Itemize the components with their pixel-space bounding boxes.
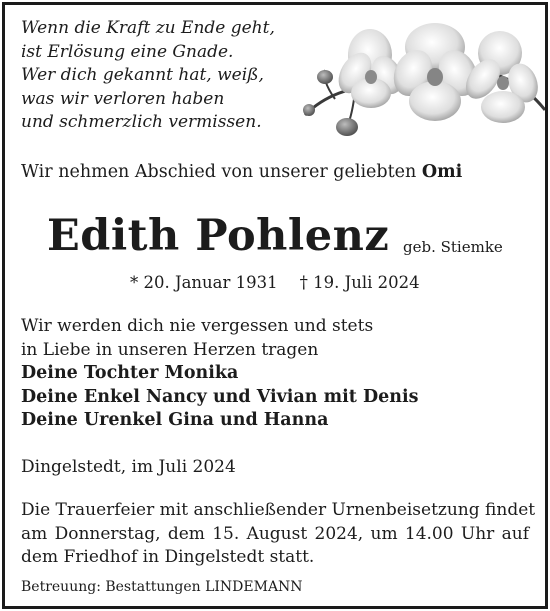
- funeral-line: dem Friedhof in Dingelstedt statt.: [21, 547, 315, 567]
- poem-line: Wer dich gekannt hat, weiß,: [21, 65, 264, 85]
- life-dates: [130, 273, 442, 292]
- mourning-line: in Liebe in unseren Herzen tragen: [21, 339, 319, 360]
- mourners-block: [21, 315, 418, 433]
- family-member-line: Deine Tochter Monika: [21, 363, 239, 383]
- funeral-line: Die Trauerfeier mit anschließender Urnenbeisetzung findet: [21, 500, 536, 520]
- mourning-line: Wir werden dich nie vergessen und stets: [21, 316, 374, 336]
- poem-line: und schmerzlich vermissen.: [21, 112, 262, 132]
- obituary-card: [2, 2, 548, 609]
- orchid-flower-icon: [295, 15, 545, 155]
- deceased-name: Edith Pohlenz: [47, 211, 390, 261]
- place-date: Dingelstedt, im Juli 2024: [21, 457, 236, 477]
- poem-line: ist Erlösung eine Gnade.: [21, 41, 234, 62]
- funeral-notice: [21, 499, 536, 570]
- family-member-line: Deine Urenkel Gina und Hanna: [21, 410, 329, 430]
- intro-line: [21, 162, 462, 182]
- family-member-line: Deine Enkel Nancy und Vivian mit Denis: [21, 386, 419, 407]
- intro-emphasis: Omi: [421, 162, 463, 182]
- poem: [21, 17, 275, 135]
- birth-date: * 20. Januar 1931: [130, 273, 278, 292]
- poem-line: Wenn die Kraft zu Ende geht,: [21, 18, 275, 38]
- poem-line: was wir verloren haben: [21, 88, 225, 109]
- funeral-line: am Donnerstag, dem 15. August 2024, um 14.00 Uhr auf: [21, 523, 529, 544]
- birth-name: geb. Stiemke: [403, 238, 503, 256]
- undertaker-credit: Betreuung: Bestattungen LINDEMANN: [21, 579, 303, 595]
- intro-text: Wir nehmen Abschied von unserer geliebten: [21, 162, 422, 182]
- death-date: † 19. Juli 2024: [299, 273, 420, 292]
